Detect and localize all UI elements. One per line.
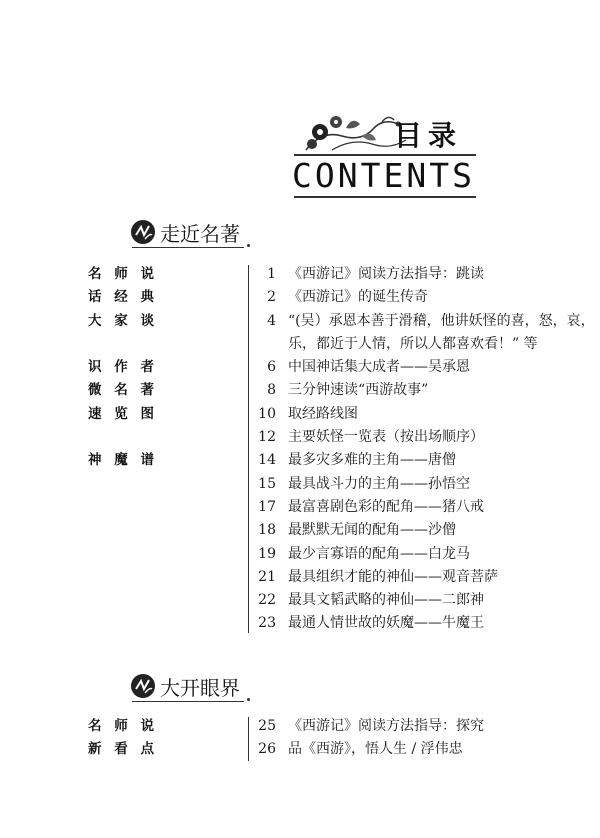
toc-category: 识作者 bbox=[88, 359, 154, 376]
toc-entry-text: 《西游记》的诞生传奇 bbox=[288, 289, 428, 306]
toc-entry-text: 最具文韬武略的神仙——二郎神 bbox=[288, 592, 484, 609]
toc-entry-text: 取经路线图 bbox=[288, 405, 358, 422]
toc-category: 话经典 bbox=[88, 289, 154, 306]
toc-page-number: 25 bbox=[258, 718, 276, 734]
toc-page-number: 8 bbox=[267, 382, 276, 399]
toc-entry-text: 品《西游》，悟人生 / 浮伟忠 bbox=[288, 741, 463, 758]
section-title: 走近名著 bbox=[160, 222, 240, 246]
toc-entry-text: 最富喜剧色彩的配角——猪八戒 bbox=[288, 498, 484, 515]
page-title-cn: 目录 bbox=[394, 119, 463, 152]
toc-category: 微名著 bbox=[88, 382, 154, 399]
toc-entry-text: 最具战斗力的主角——孙悟空 bbox=[288, 475, 470, 492]
toc-entry-text: 最通人情世故的妖魔——牛魔王 bbox=[288, 615, 484, 632]
section-rule-dot bbox=[247, 698, 250, 701]
section-rule-dot bbox=[247, 244, 250, 247]
toc-entry-text: 《西游记》阅读方法指导：探究 bbox=[288, 718, 484, 734]
toc-page-number: 12 bbox=[258, 429, 276, 446]
toc-page-number: 10 bbox=[258, 405, 276, 422]
toc-entry-text: 三分钟速读“西游故事” bbox=[288, 382, 429, 399]
toc-page-number: 1 bbox=[267, 266, 276, 282]
toc-page-number: 23 bbox=[258, 615, 276, 632]
toc-entry-text-continued: 乐，都近于人情，所以人都喜欢看！” 等 bbox=[288, 335, 538, 352]
toc-category: 名师说 bbox=[88, 718, 154, 734]
section-leaf-icon bbox=[130, 673, 156, 699]
toc-entry-text: 主要妖怪一览表（按出场顺序） bbox=[288, 429, 484, 446]
toc-divider bbox=[248, 717, 249, 761]
toc-entry-text: 最默默无闻的配角——沙僧 bbox=[288, 522, 456, 539]
toc-page-number: 15 bbox=[258, 475, 276, 492]
toc-category: 名师说 bbox=[88, 266, 154, 282]
section-leaf-icon bbox=[130, 219, 156, 245]
toc-entry-text: 最具组织才能的神仙——观音菩萨 bbox=[288, 568, 498, 585]
toc-category: 速览图 bbox=[88, 405, 154, 422]
toc-entry-text: 最少言寡语的配角——白龙马 bbox=[288, 545, 470, 562]
toc-page-number: 4 bbox=[267, 312, 276, 329]
toc-page-number: 18 bbox=[258, 522, 276, 539]
toc-page-number: 6 bbox=[267, 359, 276, 376]
page-title-en: CONTENTS bbox=[292, 156, 475, 195]
toc-category: 新看点 bbox=[88, 741, 154, 758]
toc-entry-text: “(吴）承恩本善于滑稽，他讲妖怪的喜，怒，哀， bbox=[288, 312, 595, 329]
contents-header bbox=[290, 108, 500, 198]
toc-page-number: 26 bbox=[258, 741, 276, 758]
toc-page-number: 21 bbox=[258, 568, 276, 585]
toc-page-number: 19 bbox=[258, 545, 276, 562]
toc-entry-text: 《西游记》阅读方法指导：跳读 bbox=[288, 266, 484, 282]
toc-page-number: 17 bbox=[258, 498, 276, 515]
toc-entry-text: 中国神话集大成者——吴承恩 bbox=[288, 359, 470, 376]
section-title: 大开眼界 bbox=[160, 676, 240, 700]
toc-divider bbox=[248, 265, 249, 633]
toc-category: 神魔谱 bbox=[88, 452, 154, 469]
toc-entry-text: 最多灾多难的主角——唐僧 bbox=[288, 452, 456, 469]
toc-category: 大家谈 bbox=[88, 312, 154, 329]
section-rule bbox=[132, 247, 244, 248]
toc-page-number: 22 bbox=[258, 592, 276, 609]
toc-page-number: 14 bbox=[258, 452, 276, 469]
header-rule-bottom bbox=[294, 196, 476, 198]
section-rule bbox=[132, 701, 244, 702]
toc-page-number: 2 bbox=[267, 289, 276, 306]
